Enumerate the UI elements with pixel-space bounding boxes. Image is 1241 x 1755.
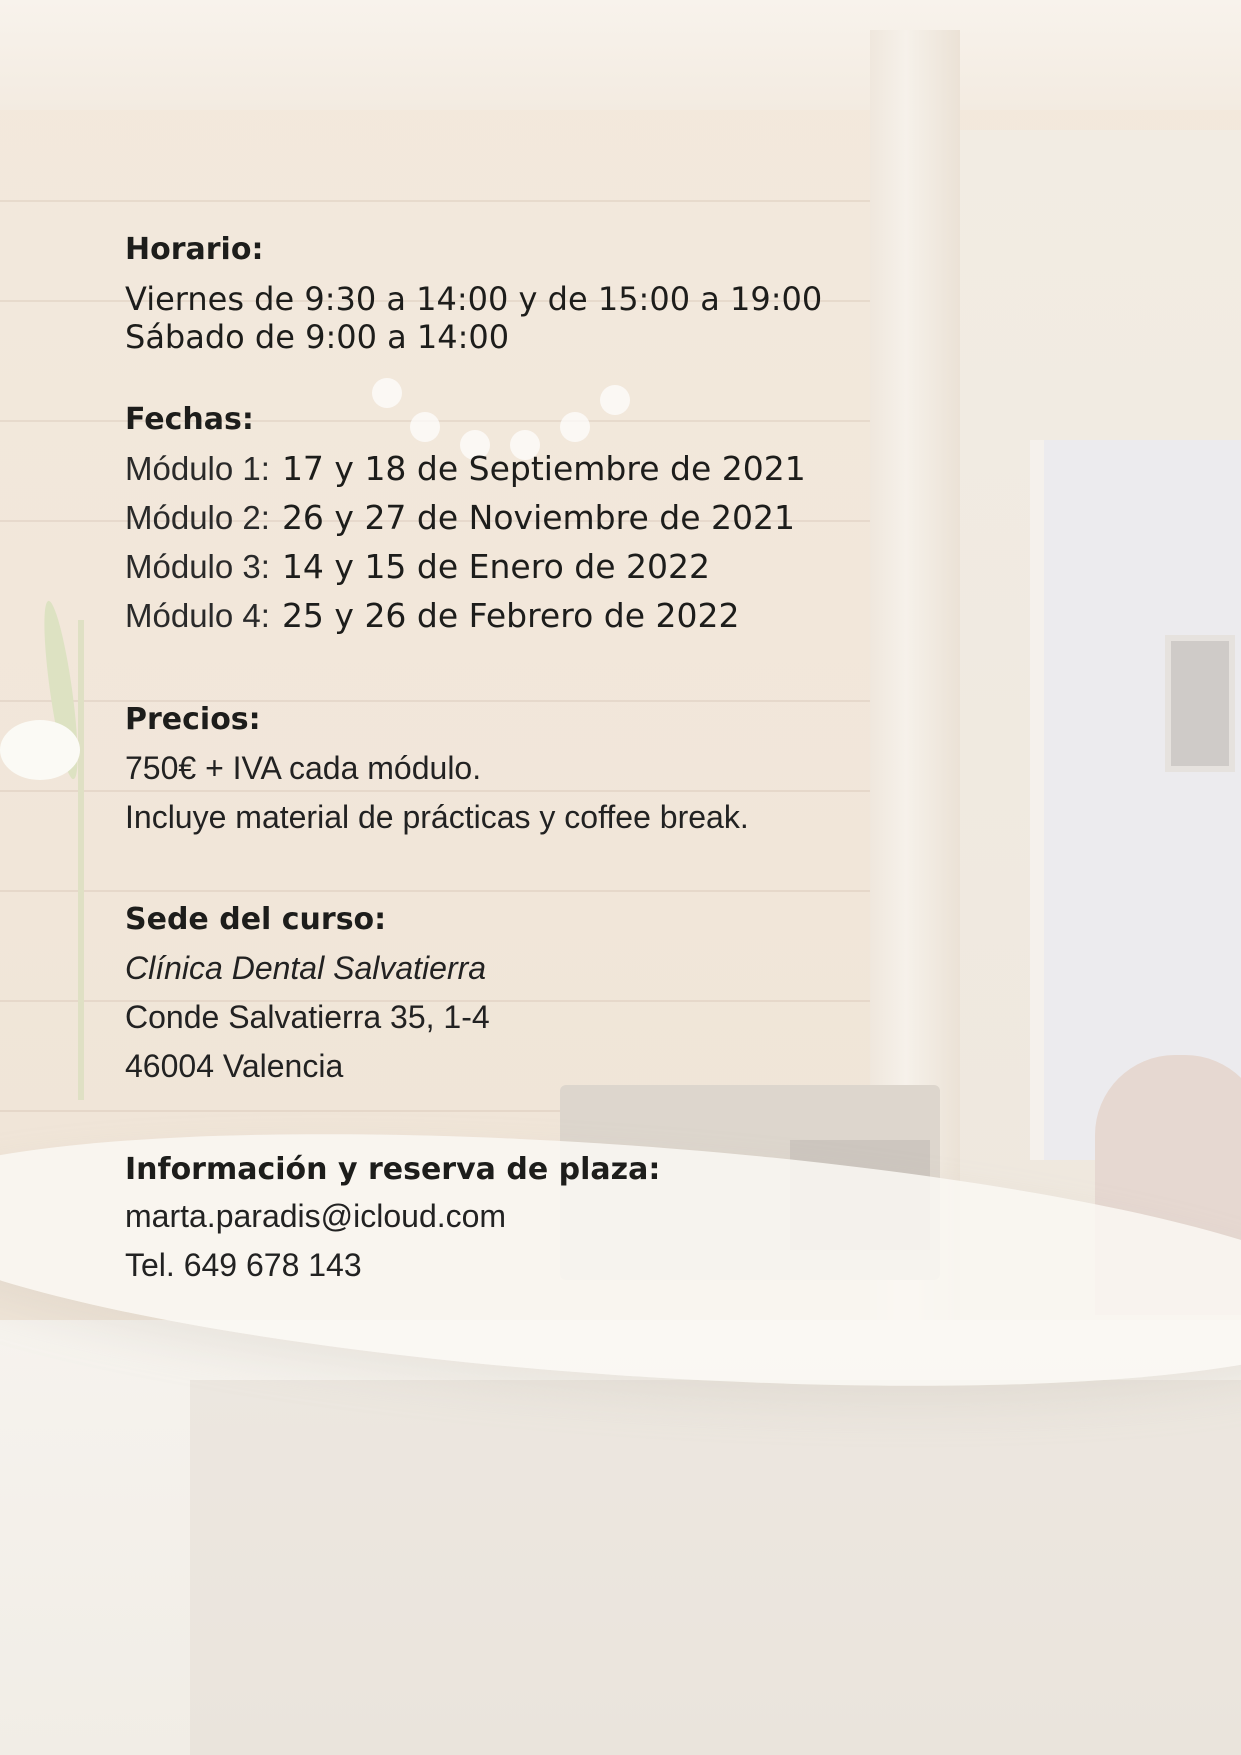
- module-label: Módulo 1:: [125, 450, 270, 487]
- info-heading: Información y reserva de plaza:: [125, 1152, 661, 1187]
- module-date: 14 y 15 de Enero de 2022: [281, 547, 710, 586]
- fechas-section: [125, 400, 1025, 640]
- info-section: [125, 1150, 1025, 1286]
- clinic-name: Clínica Dental Salvatierra: [125, 950, 487, 986]
- sede-heading: Sede del curso:: [125, 902, 387, 937]
- flower: [0, 720, 80, 780]
- fechas-heading: Fechas:: [125, 402, 254, 437]
- includes-line: Incluye material de prácticas y coffee break.: [125, 799, 749, 835]
- module-row: [125, 493, 1025, 542]
- door: [1030, 440, 1241, 1160]
- sede-section: [125, 900, 1025, 1087]
- email-link[interactable]: marta.paradis@icloud.com: [125, 1198, 507, 1234]
- horario-line: Viernes de 9:30 a 14:00 y de 15:00 a 19:00: [125, 280, 823, 318]
- precios-section: [125, 700, 1025, 838]
- horario-line: Sábado de 9:00 a 14:00: [125, 318, 510, 356]
- plant-stem: [78, 620, 84, 1100]
- door-window: [1165, 635, 1235, 772]
- desk-shadow: [190, 1380, 1241, 1755]
- module-row: [125, 542, 1025, 591]
- module-row: [125, 444, 1025, 493]
- horario-section: [125, 230, 1025, 356]
- wall-plank: [0, 200, 880, 202]
- phone-number[interactable]: Tel. 649 678 143: [125, 1247, 362, 1283]
- horario-heading: Horario:: [125, 232, 264, 267]
- precios-heading: Precios:: [125, 702, 261, 737]
- module-date: 17 y 18 de Septiembre de 2021: [281, 449, 806, 488]
- module-label: Módulo 4:: [125, 597, 270, 634]
- address-line: Conde Salvatierra 35, 1-4: [125, 999, 490, 1035]
- module-row: [125, 591, 1025, 640]
- ceiling: [0, 0, 1241, 110]
- module-date: 25 y 26 de Febrero de 2022: [281, 596, 740, 635]
- module-label: Módulo 2:: [125, 499, 270, 536]
- module-label: Módulo 3:: [125, 548, 270, 585]
- price-line: 750€ + IVA cada módulo.: [125, 750, 482, 786]
- module-date: 26 y 27 de Noviembre de 2021: [281, 498, 795, 537]
- wall-plank: [0, 890, 880, 892]
- city-line: 46004 Valencia: [125, 1048, 344, 1084]
